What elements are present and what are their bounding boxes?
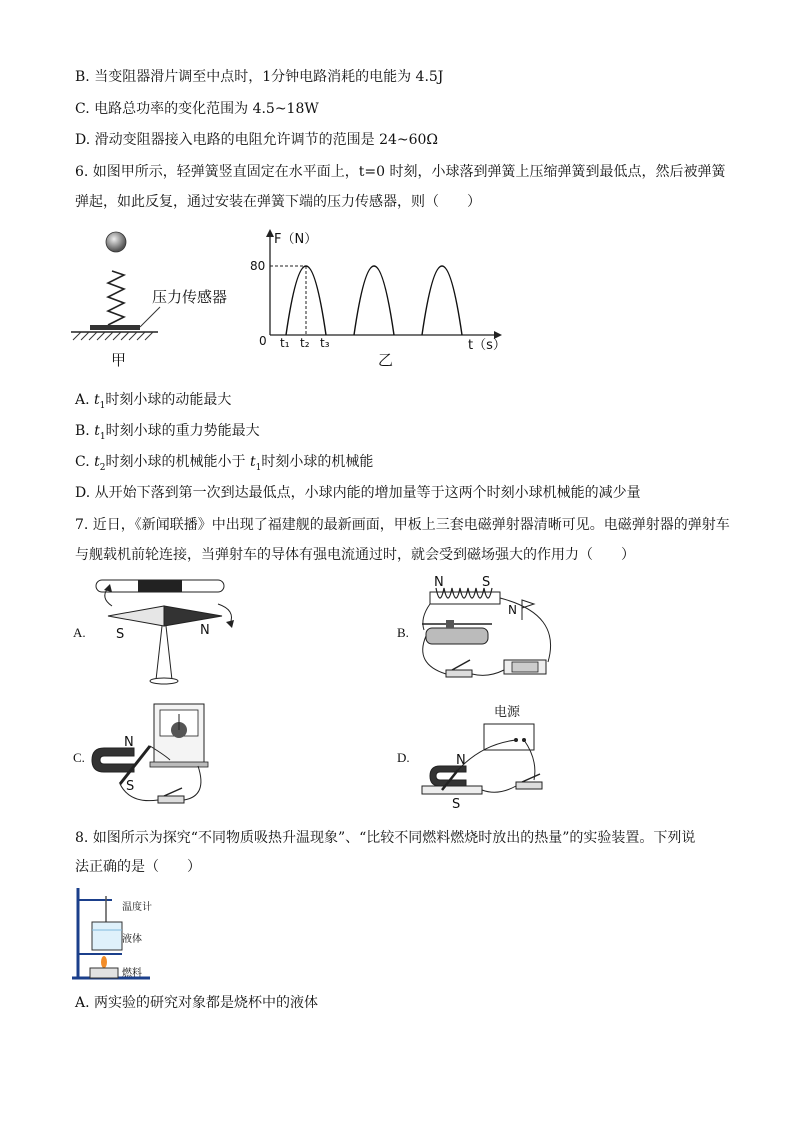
opt-prefix: A. xyxy=(75,392,95,408)
spring xyxy=(108,271,124,325)
q8-option-a: A. 两实验的研究对象都是烧杯中的液体 xyxy=(75,995,319,1011)
opt-prefix: C. xyxy=(75,454,95,470)
var-t: t xyxy=(249,454,256,470)
tick-t2: t₂ xyxy=(300,336,310,350)
y-axis-label: F（N） xyxy=(274,232,318,247)
opt-text: 时刻小球的机械能小于 xyxy=(105,454,250,470)
q7-stem-line1: 7. 近日，《新闻联播》中出现了福建舰的最新画面，甲板上三套电磁弹射器清晰可见。电磁弹射器的弹射车 xyxy=(75,517,730,533)
pole-s-label: S xyxy=(126,779,135,794)
compass-needle-n xyxy=(164,606,222,626)
pole-n-label: N xyxy=(200,623,210,638)
force-pulse-2 xyxy=(354,266,394,335)
liquid-label: 液体 xyxy=(122,934,142,945)
rheostat xyxy=(426,628,488,644)
q8-apparatus-figure xyxy=(70,884,180,984)
x-axis-label: t（s） xyxy=(468,338,506,353)
q6-option-c xyxy=(75,453,373,477)
force-pulse-3 xyxy=(422,266,462,335)
ball xyxy=(106,232,126,252)
q7-option-c-label: C. xyxy=(73,750,85,765)
figure-caption-yi: 乙 xyxy=(378,351,394,369)
q5-option-d: D. 滑动变阻器接入电路的电阻允许调节的范围是 24~60Ω xyxy=(75,132,439,148)
var-sub: 1 xyxy=(99,400,106,411)
q5-option-b: B. 当变阻器滑片调至中点时，1分钟电路消耗的电能为 4.5J xyxy=(75,69,444,85)
figure-caption-jia: 甲 xyxy=(111,351,127,369)
q8-stem-line2: 法正确的是（ ） xyxy=(75,859,201,875)
q6-option-d: D. 从开始下落到第一次到达最低点，小球内能的增加量等于这两个时刻小球机械能的减少量 xyxy=(75,485,641,501)
power-source-label: 电源 xyxy=(494,705,521,720)
q6-figure-yi-chart xyxy=(250,225,510,373)
pole-n-label: N xyxy=(456,753,466,768)
q7-stem-line2: 与舰载机前轮连接，当弹射车的导体有强电流通过时，就会受到磁场强大的作用力（ ） xyxy=(75,547,635,563)
var-t: t xyxy=(94,423,100,439)
solenoid-n-label: N xyxy=(434,575,444,590)
tick-t1: t₁ xyxy=(280,336,290,350)
compass-needle-s xyxy=(108,606,164,626)
pressure-sensor xyxy=(90,325,140,330)
switch xyxy=(446,670,472,677)
q6-option-a xyxy=(75,391,231,415)
q7-option-b-figure xyxy=(412,574,567,689)
q8-stem-line1: 8. 如图所示为探究“不同物质吸热升温现象”、“比较不同燃料燃烧时放出的热量”的实验装置。下列说 xyxy=(75,830,696,846)
q6-stem-line1: 6. 如图甲所示，轻弹簧竖直固定在水平面上，t=0 时刻，小球落到弹簧上压缩弹簧到最低点，然后被弹簧 xyxy=(75,164,726,180)
fuel-label: 燃料 xyxy=(122,968,142,979)
flame xyxy=(101,956,107,968)
q7-option-b-label: B. xyxy=(397,625,409,640)
q6-option-b xyxy=(75,422,260,446)
fuel-burner xyxy=(90,968,118,978)
thermometer-label: 温度计 xyxy=(122,902,152,913)
opt-text: 时刻小球的机械能 xyxy=(261,454,374,470)
q7-option-d-label: D. xyxy=(397,750,410,765)
q7-option-d-figure xyxy=(412,700,562,815)
opt-text: 时刻小球的重力势能最大 xyxy=(105,423,260,439)
var-sub: 1 xyxy=(99,431,106,442)
pole-n-label: N xyxy=(124,735,134,750)
solenoid-s-label: S xyxy=(482,575,491,590)
y-tick-80: 80 xyxy=(250,259,266,273)
switch xyxy=(516,782,542,789)
pole-s-label: S xyxy=(452,797,461,812)
q7-option-c-figure xyxy=(90,700,220,815)
q6-figure-jia xyxy=(68,225,243,375)
var-sub: 2 xyxy=(99,462,106,473)
var-t: t xyxy=(94,454,100,470)
flag-n-label: N xyxy=(508,603,517,617)
sensor-label: 压力传感器 xyxy=(152,288,228,306)
opt-prefix: B. xyxy=(75,423,95,439)
origin-label: 0 xyxy=(259,334,267,348)
switch xyxy=(158,796,184,803)
horseshoe-magnet xyxy=(92,748,134,772)
var-t: t xyxy=(94,392,100,408)
q7-option-a-label: A. xyxy=(73,625,86,640)
q5-option-c: C. 电路总功率的变化范围为 4.5~18W xyxy=(75,101,319,117)
force-curve xyxy=(286,266,462,335)
beaker xyxy=(92,922,122,950)
q7-option-a-figure xyxy=(90,574,250,689)
var-sub: 1 xyxy=(255,462,262,473)
opt-text: 时刻小球的动能最大 xyxy=(105,392,232,408)
tick-t3: t₃ xyxy=(320,336,330,350)
q6-stem-line2: 弹起，如此反复，通过安装在弹簧下端的压力传感器，则（ ） xyxy=(75,194,481,210)
pole-s-label: S xyxy=(116,627,125,642)
